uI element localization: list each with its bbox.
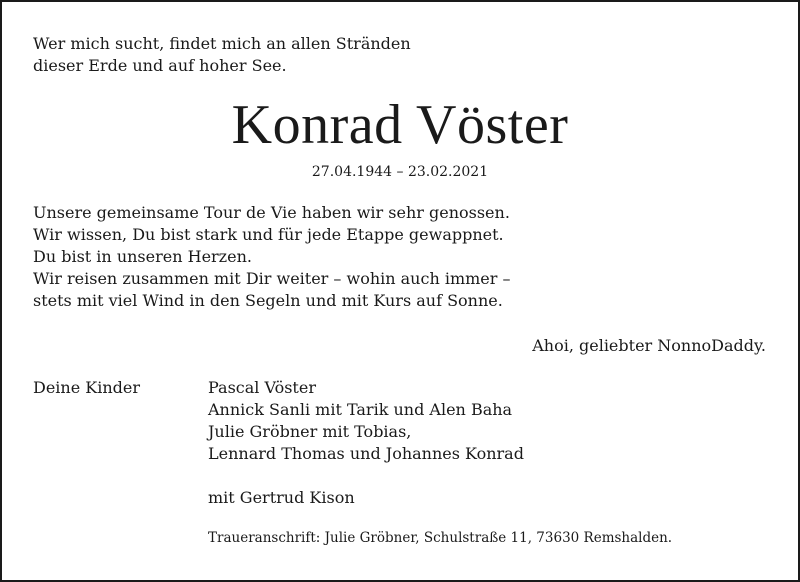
farewell-line: stets mit viel Wind in den Segeln und mit Kurs auf Sonne. [33,291,503,310]
mourner-name: Julie Gröbner mit Tobias, [208,422,412,441]
farewell-line: Du bist in unseren Herzen. [33,247,252,266]
motto-line: dieser Erde und auf hoher See. [33,56,287,75]
mourner-name: Annick Sanli mit Tarik und Alen Baha [208,400,513,419]
partner-line: mit Gertrud Kison [208,488,355,507]
farewell-line: Unsere gemeinsame Tour de Vie haben wir sehr genossen. [33,203,510,222]
motto-quote [33,33,411,77]
mourners-list [208,377,524,465]
farewell-line: Wir reisen zusammen mit Dir weiter – wohin auch immer – [33,269,511,288]
mourner-name: Lennard Thomas und Johannes Konrad [208,444,524,463]
motto-line: Wer mich sucht, findet mich an allen Stränden [33,34,411,53]
mourners-label: Deine Kinder [33,378,141,397]
closing-line: Ahoi, geliebter NonnoDaddy. [532,336,766,355]
farewell-line: Wir wissen, Du bist stark und für jede Etappe gewappnet. [33,225,504,244]
mourner-name: Pascal Vöster [208,378,316,397]
deceased-name: Konrad Vöster [231,94,569,156]
life-dates: 27.04.1944 – 23.02.2021 [311,164,489,180]
mourning-address: Traueranschrift: Julie Gröbner, Schulstraße 11, 73630 Remshalden. [208,530,673,546]
farewell-text [33,202,511,312]
